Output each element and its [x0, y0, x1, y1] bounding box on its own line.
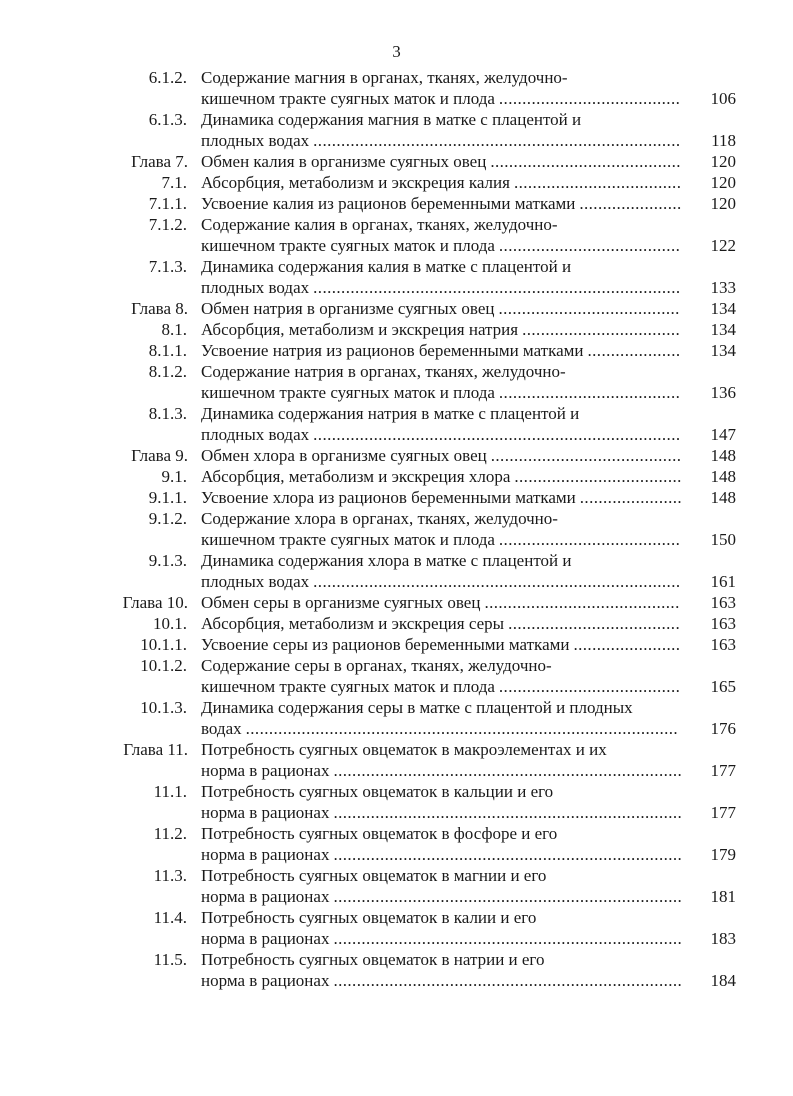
toc-entry [0, 823, 793, 865]
toc-entry-line [0, 865, 793, 886]
toc-entry [0, 865, 793, 907]
toc-entry-title: кишечном тракте суягных маток и плода [201, 677, 495, 696]
toc-entry-title: Потребность суягных овцематок в натрии и его [201, 950, 545, 969]
toc-entry-title: Содержание серы в органах, тканях, желудочно- [201, 656, 552, 675]
toc-entry-page: 136 [710, 383, 736, 402]
toc-entry-title: Динамика содержания серы в матке с плацентой и плодных [201, 698, 633, 717]
toc-entry-line [0, 592, 793, 613]
toc-entry-title: Динамика содержания натрия в матке с плацентой и [201, 404, 580, 423]
toc-entry-title: Потребность суягных овцематок в магнии и его [201, 866, 547, 885]
toc-entry-number: 10.1. [153, 614, 187, 633]
toc-entry-line [0, 130, 793, 151]
toc-entry-number: 9.1.3. [148, 551, 187, 570]
toc-entry [0, 550, 793, 592]
toc-entry-line [0, 340, 793, 361]
toc-entry-number: 9.1.1. [148, 488, 187, 507]
toc-entry-number: 8.1. [161, 320, 187, 339]
toc-entry-title: норма в рационах [201, 803, 330, 822]
toc-entry-page: 120 [710, 152, 736, 171]
toc-entry-title: Усвоение калия из рационов беременными матками [201, 194, 576, 213]
toc-entry-title: Динамика содержания хлора в матке с плацентой и [201, 551, 572, 570]
toc-dot-leader: ............................................................................... [313, 278, 681, 297]
toc-entry-number: 9.1.2. [148, 509, 187, 528]
toc-entry-line [0, 361, 793, 382]
toc-dot-leader: ...................... [579, 194, 682, 213]
toc-entry-title: плодных водах [201, 131, 310, 150]
toc-entry-line [0, 655, 793, 676]
toc-entry-number: 6.1.3. [148, 110, 187, 129]
toc-entry-line [0, 823, 793, 844]
toc-entry-title: Обмен калия в организме суягных овец [201, 152, 487, 171]
table-of-contents [0, 67, 793, 991]
toc-entry-title: Потребность суягных овцематок в фосфоре и его [201, 824, 558, 843]
toc-entry-line [0, 256, 793, 277]
toc-entry-line [0, 424, 793, 445]
toc-entry-number: 11.5. [153, 950, 187, 969]
toc-entry-number: 9.1. [161, 467, 187, 486]
toc-entry [0, 466, 793, 487]
toc-entry-line [0, 550, 793, 571]
toc-entry-line [0, 382, 793, 403]
toc-entry-title: Усвоение натрия из рационов беременными матками [201, 341, 584, 360]
toc-entry [0, 403, 793, 445]
toc-entry-number: 11.1. [153, 782, 187, 801]
toc-entry-line [0, 949, 793, 970]
toc-entry-line [0, 571, 793, 592]
toc-entry-line [0, 718, 793, 739]
toc-entry-title: Абсорбция, метаболизм и экскреция хлора [201, 467, 511, 486]
toc-entry-line [0, 466, 793, 487]
toc-entry-line [0, 172, 793, 193]
toc-entry-number: Глава 10. [122, 593, 188, 612]
toc-entry-line [0, 907, 793, 928]
toc-entry-title: Обмен натрия в организме суягных овец [201, 299, 495, 318]
toc-entry [0, 907, 793, 949]
toc-entry-title: Потребность суягных овцематок в макроэлементах и их [201, 740, 607, 759]
toc-entry-page: 163 [710, 614, 736, 633]
toc-entry-title: Усвоение хлора из рационов беременными матками [201, 488, 576, 507]
toc-entry-page: 148 [710, 488, 736, 507]
toc-dot-leader: .................................. [522, 320, 681, 339]
toc-entry-line [0, 886, 793, 907]
toc-entry-title: Динамика содержания магния в матке с плацентой и [201, 110, 582, 129]
toc-entry [0, 613, 793, 634]
toc-entry-page: 120 [710, 173, 736, 192]
toc-entry [0, 487, 793, 508]
toc-entry-title: норма в рационах [201, 845, 330, 864]
toc-entry [0, 340, 793, 361]
toc-dot-leader: .......................................... [484, 593, 680, 612]
toc-entry-number: 7.1.2. [148, 215, 187, 234]
toc-dot-leader: ........................................................................... [333, 929, 683, 948]
toc-entry-line [0, 445, 793, 466]
toc-entry-number: 7.1.1. [148, 194, 187, 213]
toc-entry-page: 176 [710, 719, 736, 738]
toc-entry-title: Усвоение серы из рационов беременными матками [201, 635, 570, 654]
toc-dot-leader: ....................................... [498, 530, 681, 549]
toc-entry [0, 151, 793, 172]
toc-entry-line [0, 277, 793, 298]
toc-entry [0, 697, 793, 739]
toc-entry-page: 183 [710, 929, 736, 948]
toc-dot-leader: ......................................... [490, 446, 682, 465]
toc-entry-line [0, 508, 793, 529]
toc-dot-leader: ....................................... [498, 299, 680, 318]
toc-entry-line [0, 529, 793, 550]
toc-entry-title: Абсорбция, метаболизм и экскреция серы [201, 614, 505, 633]
toc-entry [0, 109, 793, 151]
toc-entry-page: 165 [710, 677, 736, 696]
toc-entry-title: Содержание калия в органах, тканях, желудочно- [201, 215, 558, 234]
toc-entry-line [0, 781, 793, 802]
toc-entry-page: 148 [710, 446, 736, 465]
toc-entry [0, 319, 793, 340]
toc-entry-page: 148 [710, 467, 736, 486]
toc-entry-title: Содержание натрия в органах, тканях, желудочно- [201, 362, 566, 381]
toc-entry-title: плодных водах [201, 425, 310, 444]
toc-entry-page: 181 [710, 887, 736, 906]
toc-entry-title: Абсорбция, метаболизм и экскреция калия [201, 173, 510, 192]
toc-entry-page: 184 [710, 971, 736, 990]
toc-dot-leader: ....................................... [498, 677, 681, 696]
toc-entry-line [0, 802, 793, 823]
toc-entry [0, 361, 793, 403]
toc-entry-number: 8.1.1. [148, 341, 187, 360]
toc-entry [0, 739, 793, 781]
toc-dot-leader: ........................................................................... [333, 845, 683, 864]
toc-entry-number: 8.1.3. [148, 404, 187, 423]
toc-dot-leader: ......................................... [490, 152, 681, 171]
toc-entry-line [0, 193, 793, 214]
toc-entry-page: 179 [710, 845, 736, 864]
toc-entry-page: 150 [710, 530, 736, 549]
toc-entry-page: 122 [710, 236, 736, 255]
toc-entry [0, 445, 793, 466]
toc-entry-line [0, 613, 793, 634]
toc-entry-number: Глава 7. [131, 152, 188, 171]
toc-entry-page: 163 [710, 635, 736, 654]
toc-dot-leader: ....................... [573, 635, 681, 654]
toc-entry-number: 11.2. [153, 824, 187, 843]
toc-entry-line [0, 634, 793, 655]
toc-entry-title: норма в рационах [201, 761, 330, 780]
toc-dot-leader: ....................................... [498, 89, 681, 108]
toc-entry-number: Глава 9. [131, 446, 188, 465]
toc-entry [0, 67, 793, 109]
toc-entry-number: Глава 8. [131, 299, 188, 318]
toc-entry-page: 163 [710, 593, 736, 612]
toc-entry [0, 655, 793, 697]
toc-entry-page: 161 [710, 572, 736, 591]
toc-entry-line [0, 109, 793, 130]
toc-entry-number: 10.1.3. [140, 698, 187, 717]
toc-entry-number: 10.1.2. [140, 656, 187, 675]
toc-entry-title: Содержание хлора в органах, тканях, желудочно- [201, 509, 558, 528]
toc-entry [0, 634, 793, 655]
toc-entry-page: 133 [710, 278, 736, 297]
toc-entry-title: кишечном тракте суягных маток и плода [201, 530, 495, 549]
toc-entry [0, 172, 793, 193]
toc-entry-line [0, 760, 793, 781]
toc-dot-leader: ....................................... [498, 383, 681, 402]
page-number: 3 [392, 42, 401, 61]
toc-entry-line [0, 214, 793, 235]
toc-dot-leader: ............................................................................... [313, 425, 681, 444]
toc-entry-line [0, 928, 793, 949]
toc-entry-title: водах [201, 719, 242, 738]
toc-entry-title: плодных водах [201, 278, 310, 297]
toc-entry-title: Обмен хлора в организме суягных овец [201, 446, 487, 465]
toc-entry-title: Динамика содержания калия в матке с плацентой и [201, 257, 572, 276]
toc-entry-number: 7.1.3. [148, 257, 187, 276]
toc-entry-title: кишечном тракте суягных маток и плода [201, 236, 495, 255]
toc-entry-title: норма в рационах [201, 971, 330, 990]
toc-entry-line [0, 739, 793, 760]
toc-entry-title: Обмен серы в организме суягных овец [201, 593, 481, 612]
toc-dot-leader: .................................... [514, 467, 682, 486]
toc-entry-title: Содержание магния в органах, тканях, желудочно- [201, 68, 568, 87]
toc-entry-line [0, 970, 793, 991]
toc-entry-line [0, 151, 793, 172]
toc-entry-number: 11.3. [153, 866, 187, 885]
toc-entry-page: 177 [710, 761, 736, 780]
toc-entry-title: норма в рационах [201, 929, 330, 948]
toc-entry-page: 134 [710, 299, 736, 318]
toc-dot-leader: ........................................................................... [333, 761, 683, 780]
toc-dot-leader: .................... [587, 341, 681, 360]
toc-dot-leader: .................................... [513, 173, 682, 192]
toc-entry [0, 298, 793, 319]
toc-entry-page: 134 [710, 341, 736, 360]
toc-dot-leader: ............................................................................... [313, 131, 681, 150]
toc-entry-line [0, 298, 793, 319]
toc-entry [0, 508, 793, 550]
toc-entry-title: норма в рационах [201, 887, 330, 906]
toc-entry-line [0, 67, 793, 88]
toc-entry-number: 8.1.2. [148, 362, 187, 381]
toc-entry-line [0, 235, 793, 256]
toc-entry-title: кишечном тракте суягных маток и плода [201, 89, 495, 108]
toc-entry-line [0, 319, 793, 340]
toc-dot-leader: ...................... [579, 488, 683, 507]
toc-entry-line [0, 676, 793, 697]
toc-dot-leader: ........................................................................... [333, 803, 683, 822]
toc-entry-title: Потребность суягных овцематок в калии и его [201, 908, 537, 927]
toc-entry-number: 11.4. [153, 908, 187, 927]
toc-entry [0, 949, 793, 991]
toc-entry-page: 134 [710, 320, 736, 339]
toc-entry-number: 7.1. [161, 173, 187, 192]
toc-entry-number: Глава 11. [123, 740, 188, 759]
toc-entry-line [0, 844, 793, 865]
toc-entry-number: 10.1.1. [140, 635, 187, 654]
toc-entry-line [0, 487, 793, 508]
toc-entry [0, 592, 793, 613]
toc-entry-line [0, 697, 793, 718]
toc-entry-page: 147 [710, 425, 736, 444]
toc-entry [0, 214, 793, 256]
toc-entry-title: Потребность суягных овцематок в кальции и его [201, 782, 554, 801]
toc-dot-leader: ............................................................................................. [245, 719, 679, 738]
toc-entry-line [0, 403, 793, 424]
toc-entry-line [0, 88, 793, 109]
toc-entry-number: 6.1.2. [148, 68, 187, 87]
toc-dot-leader: ........................................................................... [333, 887, 683, 906]
toc-entry-page: 106 [710, 89, 736, 108]
toc-dot-leader: ........................................................................... [333, 971, 683, 990]
toc-entry [0, 193, 793, 214]
toc-dot-leader: ..................................... [508, 614, 681, 633]
toc-entry-page: 177 [710, 803, 736, 822]
toc-dot-leader: ............................................................................... [313, 572, 681, 591]
toc-entry-page: 120 [710, 194, 736, 213]
toc-dot-leader: ....................................... [498, 236, 681, 255]
toc-entry-page: 118 [711, 131, 736, 150]
toc-entry [0, 781, 793, 823]
toc-entry-title: Абсорбция, метаболизм и экскреция натрия [201, 320, 519, 339]
toc-entry [0, 256, 793, 298]
toc-entry-title: кишечном тракте суягных маток и плода [201, 383, 495, 402]
toc-entry-title: плодных водах [201, 572, 310, 591]
